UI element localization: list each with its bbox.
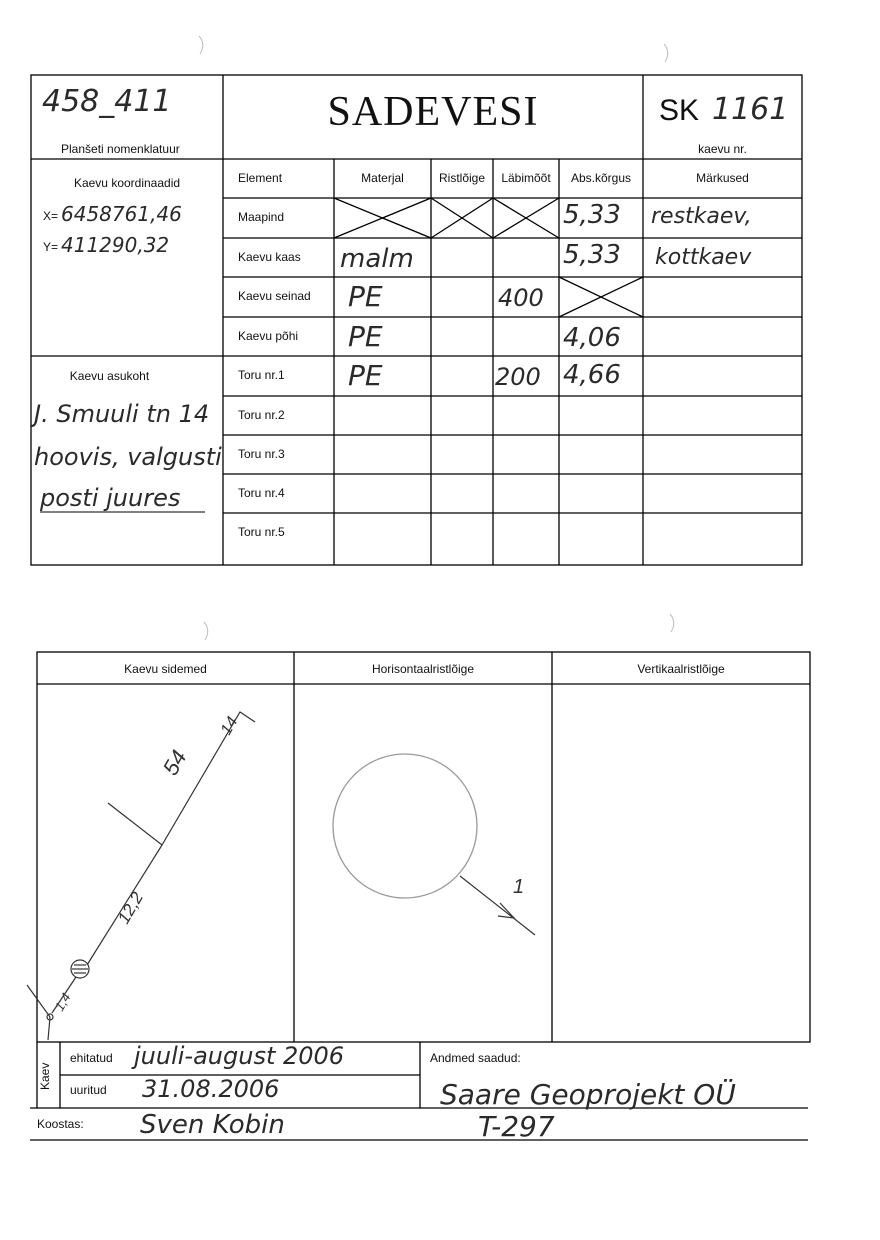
x-coordinate: 6458761,46 <box>61 202 182 226</box>
cell-kaas-material: malm <box>340 244 414 274</box>
dim-14: 14 <box>217 714 242 738</box>
manhole-circle <box>333 754 477 898</box>
sketch-header-connections: Kaevu sidemed <box>124 662 207 676</box>
pipe-label: 1 <box>513 876 525 898</box>
cell-maapind-notes: restkaev, <box>651 204 752 229</box>
nomenclature-label: Planšeti nomenklatuur <box>61 142 180 156</box>
sketch-header-horizontal: Horisontaalristlõige <box>371 662 475 676</box>
well-number: 1161 <box>712 92 789 127</box>
cell-kaas-abs: 5,33 <box>563 240 621 270</box>
row-label-toru-1: Toru nr.1 <box>238 368 285 382</box>
dim-1-4: 1,4 <box>51 990 74 1014</box>
x-prefix: X= <box>43 209 59 223</box>
cell-pohi-material: PE <box>348 320 383 353</box>
cell-toru1-diameter: 200 <box>495 363 541 391</box>
dim-54: 54 <box>157 745 192 780</box>
cell-kaas-notes: kottkaev <box>655 245 752 270</box>
cell-maapind-abs: 5,33 <box>563 200 621 230</box>
cell-seinad-diameter: 400 <box>498 284 544 312</box>
nomenclature-value: 458_411 <box>42 84 172 119</box>
data-source-value: Saare Geoprojekt OÜ <box>440 1078 736 1111</box>
col-header-material: Materjal <box>361 171 404 185</box>
cell-seinad-material: PE <box>348 280 383 313</box>
row-label-toru-5: Toru nr.5 <box>238 525 285 539</box>
row-label-toru-4: Toru nr.4 <box>238 486 285 500</box>
sketch-header-vertical: Vertikaalristlõige <box>637 662 725 676</box>
row-label-toru-3: Toru nr.3 <box>238 447 285 461</box>
cell-pohi-abs: 4,06 <box>563 323 621 353</box>
row-label-kaevu-pohi: Kaevu põhi <box>238 329 299 343</box>
compiled-value: Sven Kobin <box>140 1110 285 1140</box>
dim-12-2: 12,2 <box>114 888 148 927</box>
col-header-notes: Märkused <box>696 171 749 185</box>
y-prefix: Y= <box>43 240 59 254</box>
coordinates-label: Kaevu koordinaadid <box>73 176 181 190</box>
col-header-element: Element <box>238 171 283 185</box>
well-number-label: kaevu nr. <box>698 142 747 156</box>
col-header-diameter: Läbimõõt <box>501 171 551 185</box>
location-line-3: posti juures <box>40 484 181 512</box>
location-line-1: J. Smuuli tn 14 <box>34 400 210 428</box>
location-label: Kaevu asukoht <box>69 369 150 383</box>
row-label-kaevu-kaas: Kaevu kaas <box>238 250 301 264</box>
cell-toru1-abs: 4,66 <box>563 360 621 390</box>
col-header-section: Ristlõige <box>438 171 486 185</box>
built-label: ehitatud <box>70 1051 113 1065</box>
row-label-maapind: Maapind <box>238 210 285 224</box>
compiled-label: Koostas: <box>37 1117 84 1131</box>
surveyed-label: uuritud <box>70 1083 107 1097</box>
row-label-toru-2: Toru nr.2 <box>238 408 285 422</box>
cell-toru1-material: PE <box>348 359 383 392</box>
arrow-icon <box>498 903 514 918</box>
data-source-label: Andmed saadud: <box>430 1051 521 1065</box>
location-line-2: hoovis, valgusti <box>34 443 222 471</box>
well-prefix: SK <box>659 94 700 127</box>
kaev-label: Kaev <box>38 1062 52 1090</box>
y-coordinate: 411290,32 <box>61 233 170 257</box>
page-title: SADEVESI <box>327 89 539 135</box>
built-value: juuli-august 2006 <box>134 1042 345 1070</box>
surveyed-value: 31.08.2006 <box>142 1075 280 1103</box>
data-code: T-297 <box>478 1110 555 1143</box>
row-label-kaevu-seinad: Kaevu seinad <box>238 289 311 303</box>
col-header-abs-height: Abs.kõrgus <box>570 171 632 185</box>
